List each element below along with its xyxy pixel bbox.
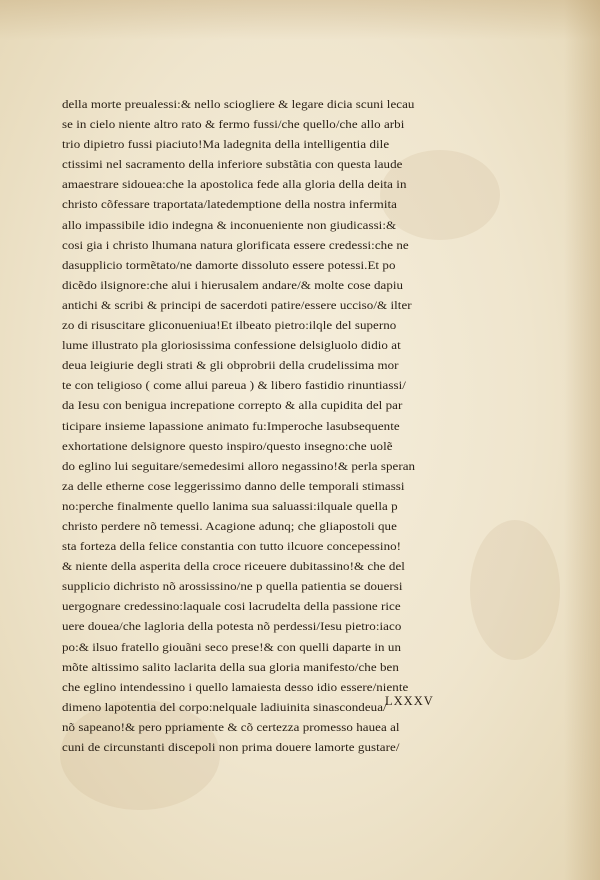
- text-line: po:& ilsuo fratello giouãni seco prese!& con quelli daparte in un: [62, 640, 401, 654]
- text-line: & niente della asperita della croce riceuere dubitassino!& che del: [62, 560, 405, 574]
- text-line: cosi gia i christo lhumana natura glorificata essere credessi:che ne: [62, 238, 409, 252]
- text-line: ticipare insieme lapassione animato fu:Imperoche lasubsequente: [62, 419, 400, 433]
- text-line: antichi & scribi & principi de sacerdoti patire/essere ucciso/& ilter: [62, 298, 412, 312]
- text-line: exhortatione delsignore questo inspiro/questo insegno:che uolẽ: [62, 439, 393, 453]
- text-line: christo perdere nõ temessi. Acagione adunq; che gliapostoli que: [62, 519, 397, 533]
- text-line: zo di risuscitare gliconueniua!Et ilbeato pietro:ilqle del superno: [62, 319, 397, 333]
- text-line: za delle etherne cose leggerissimo danno delle temporali stimassi: [62, 479, 405, 493]
- text-line: christo cõfessare traportata/latedemptione della nostra infermita: [62, 198, 397, 212]
- text-line: amaestrare sidouea:che la apostolica fede alla gloria della deita in: [62, 178, 407, 192]
- text-line: cuni de circunstanti discepoli non prima douere lamorte gustare/: [62, 741, 400, 754]
- text-line: mõte altissimo salito laclarita della sua gloria manifesto/che ben: [62, 660, 399, 674]
- text-line: trio dipietro fussi piaciuto!Ma ladegnita della intelligentia dile: [62, 138, 390, 152]
- text-line: ctissimi nel sacramento della inferiore substãtia con questa laude: [62, 158, 403, 172]
- text-line: che eglino intendessino i quello lamaiesta desso idio essere/niente: [62, 680, 409, 694]
- text-line: nõ sapeano!& pero ppriamente & cõ certezza promesso hauea al: [62, 720, 400, 734]
- text-line: do eglino lui seguitare/semedesimi alloro negassino!& perla speran: [62, 459, 416, 473]
- text-line: deua leigiurie degli strati & gli obprobrii della crudelissima mor: [62, 359, 399, 373]
- text-line: lume illustrato pla gloriosissima confessione delsigluolo didio at: [62, 339, 401, 353]
- text-line: te con teligioso ( come allui pareua ) & libero fastidio rinuntiassi/: [62, 379, 406, 393]
- text-line: dicẽdo ilsignore:che alui i hierusalem andare/& molte cose dapiu: [62, 278, 404, 292]
- text-line: uere douea/che lagloria della potesta nõ perdessi/Iesu pietro:iaco: [62, 620, 402, 634]
- text-line: no:perche finalmente quello lanima sua saluassi:ilquale quella p: [62, 499, 398, 513]
- text-line: allo impassibile idio indegna & inconueniente non giudicassi:&: [62, 218, 397, 232]
- text-line: dasupplicio tormẽtato/ne damorte dissoluto essere potessi.Et po: [62, 258, 396, 272]
- text-line: se in cielo niente altro rato & fermo fussi/che quello/che allo arbi: [62, 118, 405, 132]
- text-line: dimeno lapotentia del corpo:nelquale ladiuinita sinascondeua/: [62, 700, 387, 714]
- text-line: uergognare credessino:laquale cosi lacrudelta della passione rice: [62, 600, 401, 614]
- text-line: della morte preualessi:& nello sciogliere & legare dicia scuni lecau: [62, 98, 415, 111]
- text-line: da Iesu con benigua increpatione correpto & alla cupidita del par: [62, 399, 403, 413]
- body-text: [62, 95, 462, 758]
- text-line: sta forteza della felice constantia con tutto ilcuore concepessino!: [62, 540, 402, 554]
- text-line: supplicio dichristo nõ arossissino/ne p quella patientia se douersi: [62, 580, 403, 594]
- folio-number: LXXXV: [385, 694, 434, 708]
